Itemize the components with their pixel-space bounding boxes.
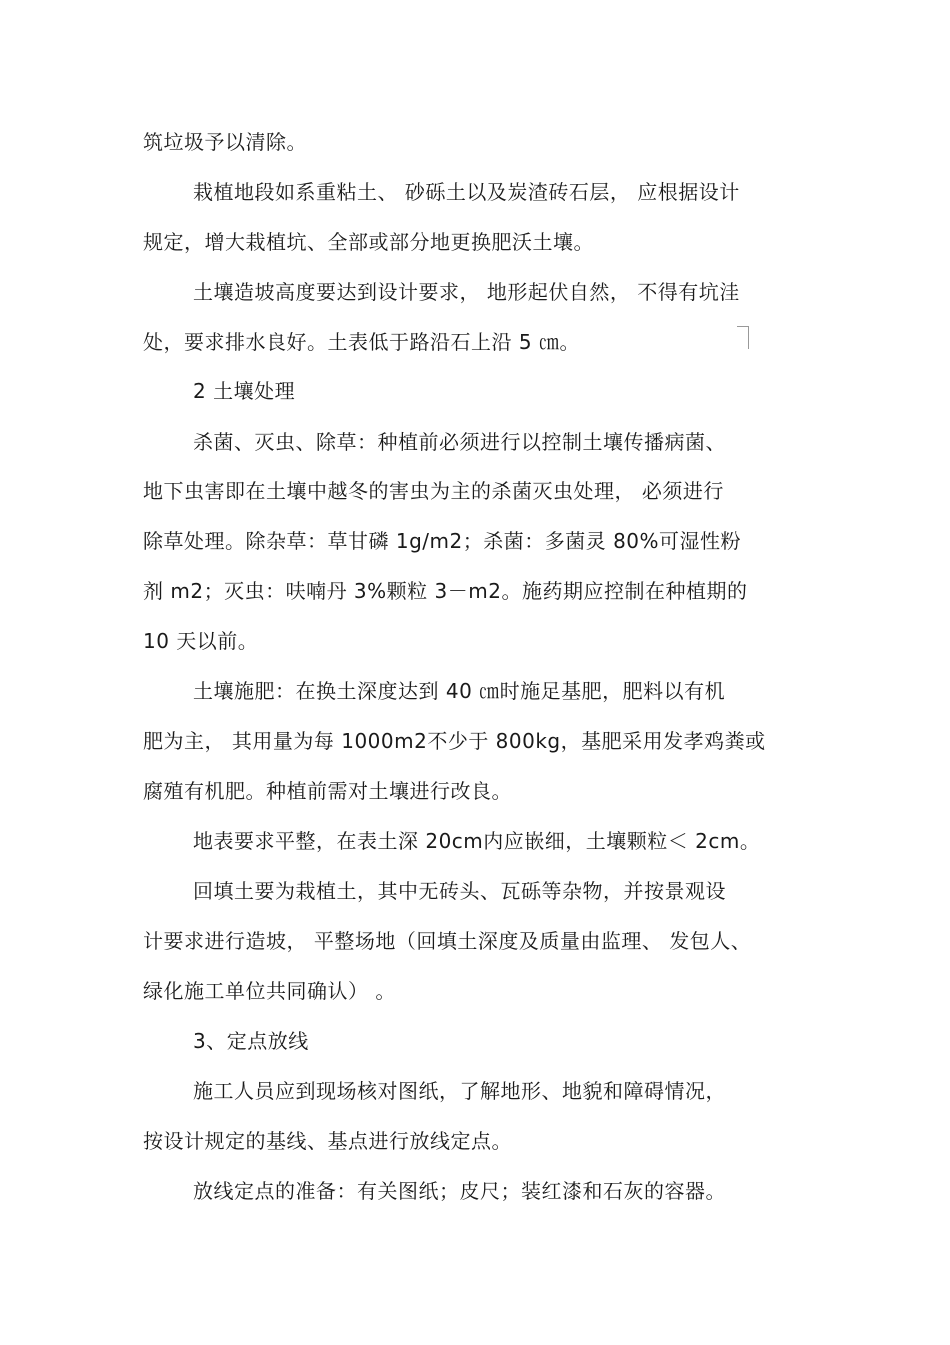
text-line: 土壤施肥：在换土深度达到 40 ㎝时施足基肥，肥料以有机 (193, 679, 726, 703)
text-line: 肥为主， 其用量为每 1000m2不少于 800kg，基肥采用发孝鸡粪或 (143, 729, 766, 753)
text-line: 腐殖有机肥。种植前需对土壤进行改良。 (143, 779, 512, 803)
text-line: 土壤造坡高度要达到设计要求， 地形起伏自然， 不得有坑洼 (193, 280, 740, 304)
text-line: 栽植地段如系重粘土、 砂砾土以及炭渣砖石层， 应根据设计 (193, 180, 740, 204)
text-line: 10 天以前。 (143, 629, 259, 653)
text-line: 地下虫害即在土壤中越冬的害虫为主的杀菌灭虫处理， 必须进行 (143, 479, 724, 503)
text-line: 计要求进行造坡， 平整场地（回填土深度及质量由监理、 发包人、 (143, 929, 752, 953)
text-line: 筑垃圾予以清除。 (143, 130, 307, 154)
section-heading: 2 土壤处理 (193, 379, 296, 403)
corner-mark (737, 326, 749, 349)
text-line: 绿化施工单位共同确认） 。 (143, 979, 396, 1003)
text-line: 除草处理。除杂草：草甘磷 1g/m2；杀菌：多菌灵 80%可湿性粉 (143, 529, 742, 553)
section-heading: 3、定点放线 (193, 1029, 309, 1053)
text-line: 施工人员应到现场核对图纸，了解地形、地貌和障碍情况， (193, 1079, 726, 1103)
text-line: 回填土要为栽植土，其中无砖头、瓦砾等杂物，并按景观设 (193, 879, 726, 903)
text-line: 规定，增大栽植坑、全部或部分地更换肥沃土壤。 (143, 230, 594, 254)
text-line: 杀菌、灭虫、除草：种植前必须进行以控制土壤传播病菌、 (193, 430, 726, 454)
text-line: 放线定点的准备：有关图纸；皮尺；装红漆和石灰的容器。 (193, 1179, 726, 1203)
text-line: 地表要求平整，在表土深 20cm内应嵌细，土壤颗粒＜ 2cm。 (193, 829, 761, 853)
text-line: 剂 m2；灭虫：呋喃丹 3%颗粒 3－m2。施药期应控制在种植期的 (143, 579, 748, 603)
text-line: 按设计规定的基线、基点进行放线定点。 (143, 1129, 512, 1153)
text-line: 处，要求排水良好。土表低于路沿石上沿 5 ㎝。 (143, 330, 580, 354)
